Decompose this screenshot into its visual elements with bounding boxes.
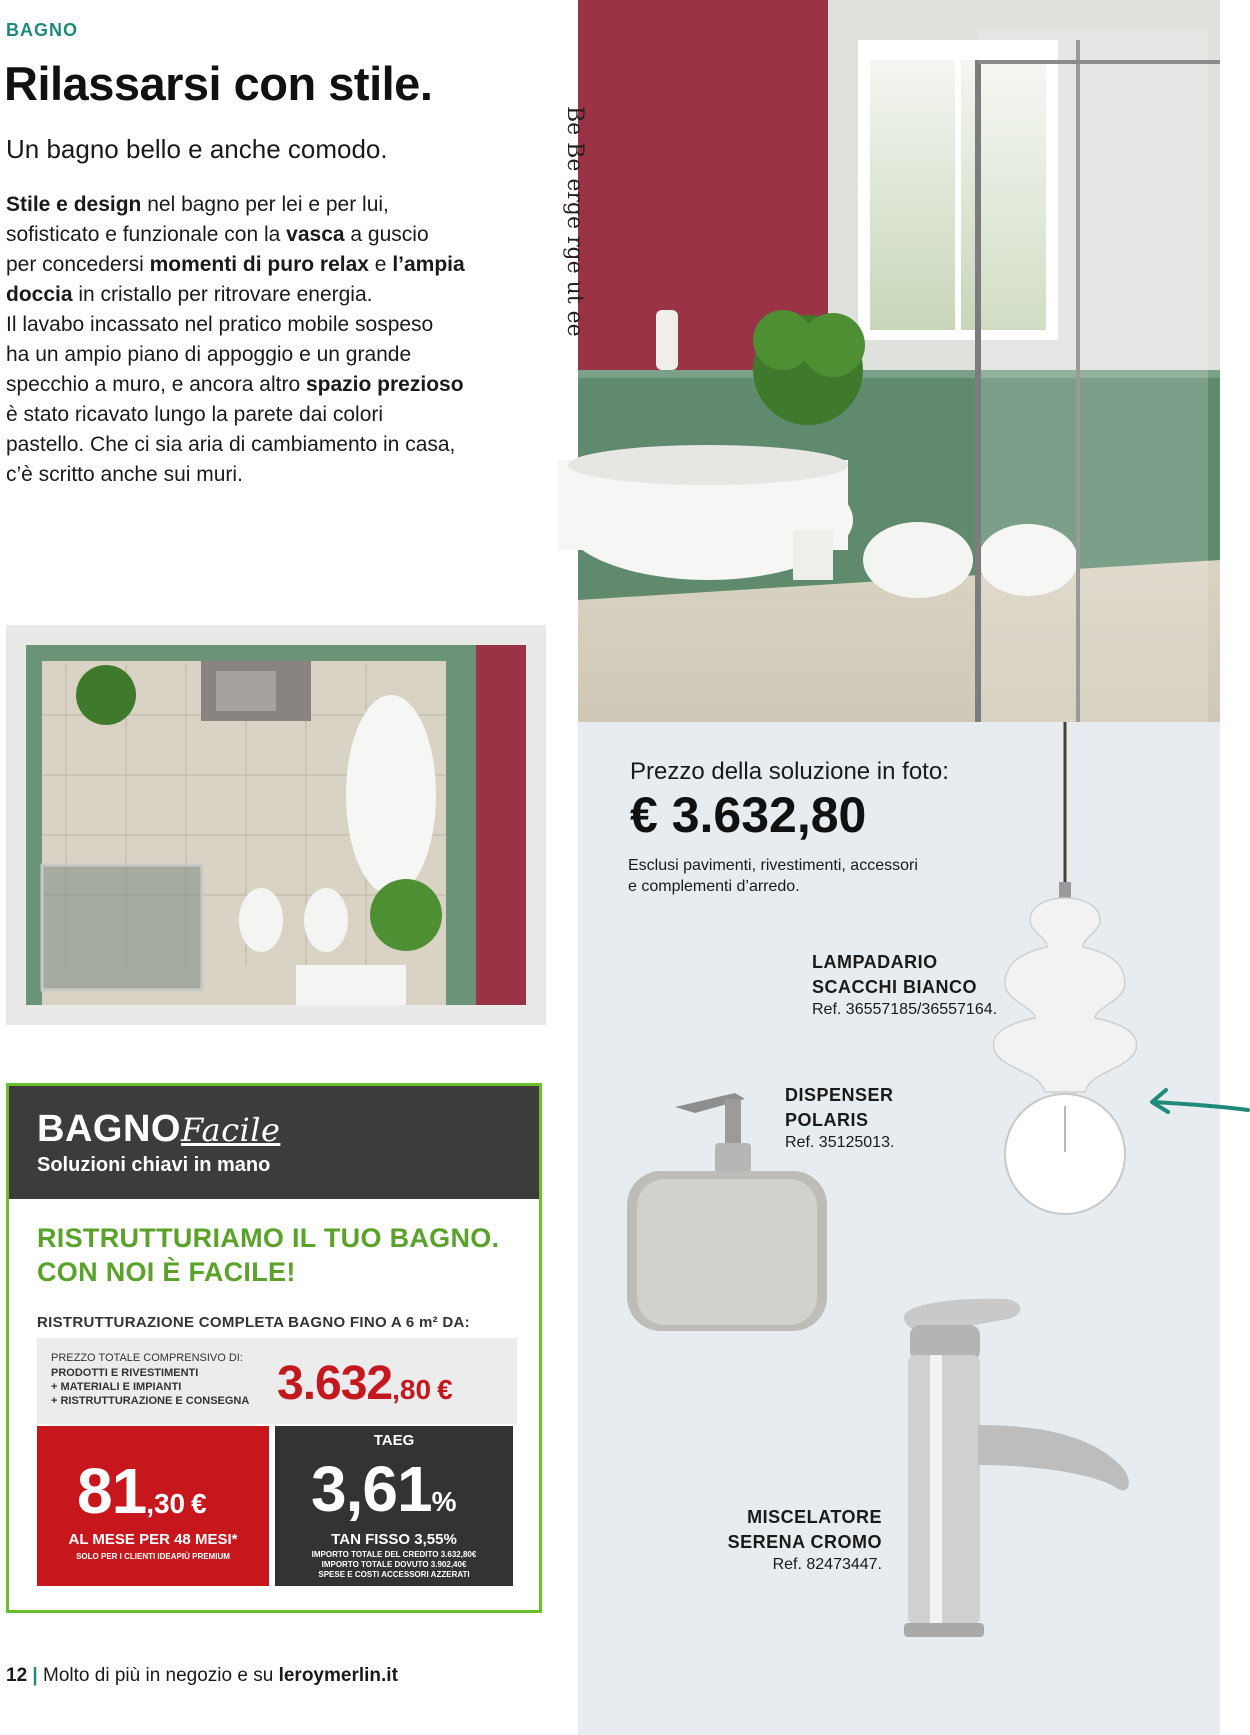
bagno-facile-logo-b: Facile: [180, 1111, 281, 1149]
bagno-facile-header: [9, 1086, 539, 1199]
bagno-facile-incl-4: + RISTRUTTURAZIONE E CONSEGNA: [51, 1395, 250, 1407]
bagno-facile-taeg: [275, 1426, 513, 1586]
price-note: [628, 855, 968, 897]
total-cur: €: [437, 1374, 453, 1405]
arrow-icon: [1148, 1088, 1248, 1128]
lamp-image: [975, 722, 1165, 1222]
body-run: c’è scritto anche sui muri.: [6, 463, 243, 486]
body-line: [6, 430, 506, 460]
body-bold-run: spazio prezioso: [306, 373, 464, 396]
bagno-facile-total-box: [37, 1338, 517, 1424]
product-dispenser-name-2: POLARIS: [785, 1110, 869, 1130]
footer-separator: |: [32, 1665, 38, 1686]
bagno-facile-incl-2: PRODOTTI E RIVESTIMENTI: [51, 1367, 199, 1379]
body-run: specchio a muro, e ancora altro: [6, 373, 306, 396]
body-run: pastello. Che ci sia aria di cambiamento in casa,: [6, 433, 456, 456]
body-run: in cristallo per ritrovare energia.: [72, 283, 373, 306]
taeg-pct: %: [431, 1486, 457, 1517]
monthly-dec: ,30: [146, 1488, 186, 1519]
bagno-facile-complete: RISTRUTTURAZIONE COMPLETA BAGNO FINO A 6 m² DA:: [37, 1314, 470, 1331]
bagno-facile-incl-list: [51, 1366, 249, 1408]
bagno-facile-subtitle: Soluzioni chiavi in mano: [37, 1154, 271, 1176]
body-line: [6, 280, 506, 310]
product-lamp: [812, 950, 997, 1019]
monthly-note: SOLO PER I CLIENTI IDEAPIÙ PREMIUM: [76, 1552, 230, 1561]
body-paragraph: [6, 190, 506, 490]
body-run: ha un ampio piano di appoggio e un grande: [6, 343, 412, 366]
body-run: sofisticato e funzionale con la: [6, 223, 287, 246]
body-line: [6, 310, 506, 340]
total-int: 3.632: [277, 1357, 393, 1410]
body-line: [6, 190, 506, 220]
body-run: e: [368, 253, 393, 276]
body-line: [6, 340, 506, 370]
product-lamp-ref: Ref. 36557185/36557164.: [812, 1001, 998, 1018]
bagno-facile-claim-2: CON NOI È FACILE!: [37, 1257, 296, 1287]
bagno-facile-monthly: [37, 1426, 269, 1586]
importo-2: IMPORTO TOTALE DOVUTO 3.902,40€: [321, 1560, 467, 1569]
product-lamp-name-2: SCACCHI BIANCO: [812, 977, 978, 997]
product-faucet-ref: Ref. 82473447.: [772, 1556, 882, 1573]
bagno-facile-total-price: [277, 1356, 453, 1411]
price-note-line-2: e complementi d’arredo.: [628, 878, 800, 895]
body-bold-run: momenti di puro relax: [149, 253, 369, 276]
body-bold-run: l’ampia: [392, 253, 465, 276]
monthly-cur: €: [191, 1488, 207, 1519]
bagno-facile-logo-a: BAGNO: [37, 1108, 181, 1150]
monthly-int: 81: [77, 1455, 147, 1527]
bagno-facile-claim-1: RISTRUTTURIAMO IL TUO BAGNO.: [37, 1223, 500, 1253]
product-dispenser-name-1: DISPENSER: [785, 1085, 894, 1105]
taeg-int: 3,61: [311, 1453, 432, 1525]
product-faucet: [700, 1505, 882, 1574]
importo-details: [275, 1550, 513, 1580]
price-note-line-1: Esclusi pavimenti, rivestimenti, accessori: [628, 857, 918, 874]
wall-letters: Be Be erge rge ut ee: [562, 106, 587, 337]
monthly-label: AL MESE PER 48 MESI*: [68, 1531, 238, 1548]
section-tag: BAGNO: [6, 20, 78, 40]
bagno-facile-box: [6, 1083, 542, 1613]
body-bold-run: vasca: [286, 223, 345, 246]
body-line: [6, 220, 506, 250]
taeg-value: [311, 1452, 456, 1526]
bagno-facile-incl-heading: PREZZO TOTALE COMPRENSIVO DI:: [51, 1352, 243, 1364]
body-line: [6, 460, 506, 490]
importo-1: IMPORTO TOTALE DEL CREDITO 3.632,80€: [311, 1550, 477, 1559]
body-bold-run: doccia: [6, 283, 73, 306]
body-run: è stato ricavato lungo la parete dai colori: [6, 403, 384, 426]
body-line: [6, 400, 506, 430]
bagno-facile-incl-3: + MATERIALI E IMPIANTI: [51, 1381, 182, 1393]
faucet-image: [890, 1295, 1150, 1640]
tan-label: TAN FISSO 3,55%: [331, 1531, 457, 1548]
bathroom-photo: [562, 0, 1220, 722]
page-footer: [6, 1665, 398, 1687]
body-run: nel bagno per lei e per lui,: [141, 193, 389, 216]
price-label: Prezzo della soluzione in foto:: [630, 758, 949, 785]
product-dispenser-ref: Ref. 35125013.: [785, 1134, 895, 1151]
bagno-facile-logo: [37, 1108, 280, 1151]
page-title: Rilassarsi con stile.: [4, 57, 433, 110]
total-dec: ,80: [392, 1374, 432, 1405]
footer-site-link[interactable]: leroymerlin.it: [278, 1665, 398, 1686]
page-subtitle: Un bagno bello e anche comodo.: [6, 134, 388, 164]
body-line: [6, 250, 506, 280]
page-number: 12: [6, 1665, 28, 1686]
body-line: [6, 370, 506, 400]
monthly-value: [77, 1454, 207, 1528]
floor-plan-photo: [6, 625, 546, 1025]
product-dispenser: [785, 1083, 894, 1152]
footer-text: Molto di più in negozio e su: [43, 1665, 279, 1686]
product-faucet-name-2: SERENA CROMO: [727, 1532, 882, 1552]
body-run: a guscio: [344, 223, 429, 246]
importo-3: SPESE E COSTI ACCESSORI AZZERATI: [318, 1570, 470, 1579]
body-bold-run: Stile e design: [6, 193, 142, 216]
bagno-facile-claim: [37, 1221, 499, 1289]
body-run: per concedersi: [6, 253, 150, 276]
price-value: € 3.632,80: [630, 787, 867, 843]
product-faucet-name-1: MISCELATORE: [747, 1507, 882, 1527]
taeg-label: TAEG: [373, 1432, 415, 1449]
body-run: Il lavabo incassato nel pratico mobile sospeso: [6, 313, 434, 336]
product-lamp-name-1: LAMPADARIO: [812, 952, 938, 972]
